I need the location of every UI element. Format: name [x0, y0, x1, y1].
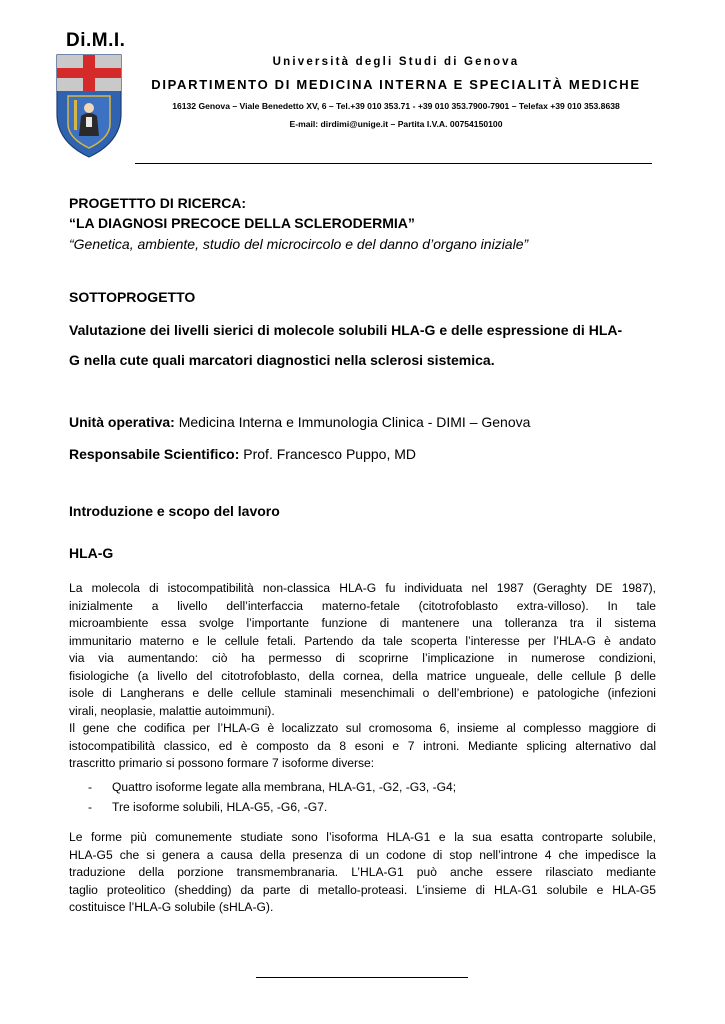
- subproject-title-line1: Valutazione dei livelli sierici di molecole solubili HLA-G e delle espressione di HLA-: [69, 322, 623, 338]
- scientific-responsible-label: Responsabile Scientifico:: [69, 446, 240, 462]
- operative-unit-label: Unità operativa:: [69, 414, 175, 430]
- project-label: PROGETTTO DI RICERCA:: [69, 195, 247, 211]
- paragraph-line: Il gene che codifica per l’HLA-G è localizzato sul cromosoma 6, insieme al complesso maggiore di: [69, 721, 656, 735]
- list-item: [88, 798, 456, 818]
- section-heading-hlag: HLA-G: [69, 545, 114, 561]
- section-heading-intro: Introduzione e scopo del lavoro: [69, 503, 280, 519]
- paragraph-line: trascritto primario si possono formare 7 isoforme diverse:: [69, 756, 375, 770]
- department-name: DIPARTIMENTO DI MEDICINA INTERNA E SPECIALITÀ MEDICHE: [151, 77, 641, 92]
- paragraph-line: La molecola di istocompatibilità non-classica HLA-G fu individuata nel 1987 (Geraghty DE 1987),: [69, 581, 656, 595]
- paragraph-hlag: [69, 580, 656, 773]
- paragraph-line: immunitario materno e le cellule fetali. Partendo da tale scoperta l’interesse per l’HLA-G è andato: [69, 633, 656, 648]
- project-title: “LA DIAGNOSI PRECOCE DELLA SCLERODERMIA”: [69, 215, 415, 231]
- subproject-title-line2: G nella cute quali marcatori diagnostici nella sclerosi sistemica.: [69, 352, 495, 368]
- list-item: [88, 778, 456, 798]
- department-address: 16132 Genova – Viale Benedetto XV, 6 – Tel.+39 010 353.71 - +39 010 353.7900-7901 – Telefax +39 010 353.8638: [172, 101, 620, 111]
- bullet-dash: -: [88, 799, 93, 814]
- bullet-dash: -: [88, 780, 93, 794]
- subproject-heading: SOTTOPROGETTO: [69, 289, 196, 305]
- paragraph-isoforms: [69, 829, 656, 917]
- paragraph-line: isole di Langherans e delle cellule staminali mesenchimali o dell’embrione) e patologiche (infezioni: [69, 686, 656, 700]
- scientific-responsible: [69, 446, 416, 462]
- header-divider: [135, 163, 652, 164]
- list-item-text: Quattro isoforme legate alla membrana, HLA-G1, -G2, -G3, -G4;: [112, 780, 457, 794]
- scientific-responsible-value: Prof. Francesco Puppo, MD: [239, 446, 417, 462]
- paragraph-line: HLA-G5 che si genera a causa della presenza di un codone di stop nell’introne 4 che impedisce la: [69, 847, 656, 862]
- paragraph-line: costituisce l’HLA-G solubile (sHLA-G).: [69, 900, 274, 914]
- isoform-list: [88, 778, 456, 817]
- paragraph-line: istocompatibilità classico, ed è composto da 8 esoni e 7 introni. Mediante splicing alternativo dal: [69, 738, 656, 753]
- paragraph-line: virali, neoplasie, malattie autoimmuni).: [69, 703, 275, 718]
- list-item-text: Tre isoforme solubili, HLA-G5, -G6, -G7.: [112, 799, 328, 814]
- paragraph-line: via via aumentando: ciò ha permesso di scoprirne l’implicazione in numerose condizioni,: [69, 651, 656, 665]
- university-name: Università degli Studi di Genova: [272, 56, 520, 68]
- project-subtitle: “Genetica, ambiente, studio del microcircolo e del danno d’organo iniziale”: [69, 236, 529, 252]
- paragraph-line: traduzione della porzione transmembranaria. L’HLA-G1 può anche essere rilasciato mediante: [69, 865, 656, 879]
- paragraph-line: Le forme più comunemente studiate sono l’isoforma HLA-G1 e la sua esatta controparte solubile,: [69, 830, 656, 844]
- department-email: E-mail: dirdimi@unige.it – Partita I.V.A. 00754150100: [289, 119, 503, 129]
- footnote-divider: [256, 977, 468, 978]
- university-crest-logo: [56, 54, 122, 158]
- paragraph-line: microambiente essa svolge l’importante funzione di mantenere una tolleranza tra il sistema: [69, 616, 656, 630]
- operative-unit-value: Medicina Interna e Immunologia Clinica - DIMI – Genova: [174, 414, 531, 430]
- paragraph-line: inizialmente a livello dell’interfaccia materno-fetale (citotrofoblasto extra-villoso). In tale: [69, 598, 656, 613]
- logo-title: Di.M.I.: [66, 30, 126, 51]
- operative-unit: [69, 414, 530, 430]
- paragraph-line: fisiologiche (a livello del citotrofoblasto, della cornea, della matrice ungueale, delle cellule β delle: [69, 668, 656, 683]
- paragraph-line: taglio proteolitico (shedding) da parte di metallo-proteasi. L’insieme di HLA-G1 solubile e HLA-G5: [69, 882, 656, 897]
